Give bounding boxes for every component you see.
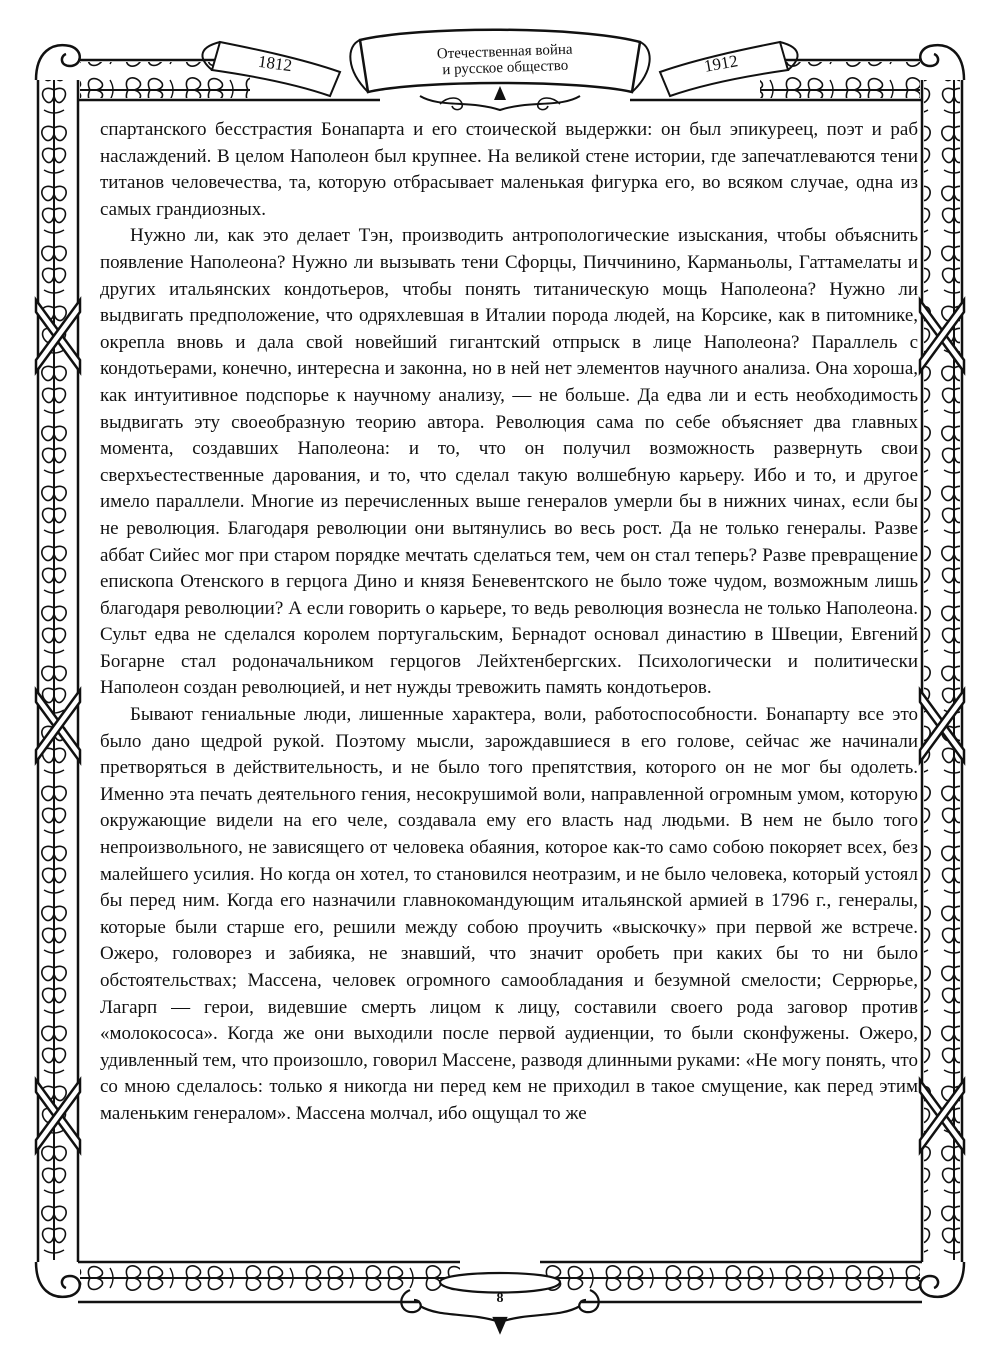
year-right: 1912 (702, 51, 740, 76)
page-number: 8 (496, 1291, 504, 1306)
paragraph-1: спартанского бесстрастия Бонапарта и его стоической выдержки: он был эпикуреец, поэт и раб наслаждений. В целом Наполеон был крупнее. На великой стене истории, где запечатлеваются тени титанов человечества, та, которую отбрасывает маленькая фигурка его, во всяком случае, одна из самых грандиозных. (100, 119, 918, 220)
paragraph-3: Бывают гениальные люди, лишенные характера, воли, работоспособности. Бонапарту все это было дано щедрой рукой. Поэтому мысли, зарождавшиеся в его голове, сейчас же начинали претворяться в действительность, и не было того препятствия, которого он не мог бы одолеть. Именно эта печать деятельного гения, несокрушимой воли, направленной огромным умом, которую окружающие видели на его челе, создавала ему его власть над людьми. В нем не было того непроизвольного, не зависящего от человека обаяния, которое как-то само собою покоряет всех, без малейшего усилия. Но когда он хотел, то становился неотразим, и не было человека, который устоял бы перед ним. Когда его назначили главнокомандующим итальянской армией в 1796 г., генералы, которые были старше его, решили между собою проучить «выскочку» при первой же встрече. Ожеро, головорез и забияка, не знавший, что значит оробеть при каких бы то ни было обстоятельствах; Массена, человек огромного самообладания и безумной смелости; Серрюрье, Лагарп — герои, видевшие смерть лицом к лицу, составили своего рода заговор против «молокососа». Когда же они выходили после первой аудиенции, то были сконфужены. Ожеро, удивленный тем, что произошло, говорил Массене, разводя длинными руками: «Не могу понять, что со мною сделалось: только я никогда ни перед кем не приходил в такое смущение, как перед этим маленьким генералом». Массена молчал, ибо ощущал то же (100, 704, 918, 1124)
banner-line-2: и русское общество (442, 57, 569, 79)
year-left: 1812 (256, 51, 294, 76)
page-body-text (100, 117, 918, 1128)
paragraph-2: Нужно ли, как это делает Тэн, производить антропологические изыскания, чтобы объяснить появление Наполеона? Нужно ли вызывать тени Сфорцы, Пиччинино, Карманьолы, Гаттамелаты и других итальянских кондотьеров, чтобы понять титаническую мощь Наполеона? Нужно ли выдвигать предположение, что одряхлевшая в Италии порода людей, на Корсике, как в питомнике, окрепла вновь и дала свой новейший гигантский отпрыск в лице Наполеона? Параллель с кондотьерами, конечно, интересна и законна, но в ней нет элементов научного анализа. Она хороша, как интуитивное подспорье к научному анализу, — не больше. Да едва ли и есть необходимость выдвигать эту своеобразную теорию автора. Революция сама по себе объясняет два главных момента, создавших Наполеона: и то, что он получил возможность развернуть свои сверхъестественные дарования, и то, что сделал такую волшебную карьеру. Ибо и то, и другое имело параллели. Многие из перечисленных выше генералов умерли бы в нижних чинах, если бы не революция. Благодаря революции они вытянулись во весь рост. Да не только генералы. Разве аббат Сийес мог при старом порядке мечтать сделаться тем, чем он стал теперь? Разве превращение епископа Отенского в герцога Дино и князя Беневентского не было тоже чудом, возможным лишь благодаря революции? А если говорить о карьере, то ведь революция вознесла не только Наполеона. Сульт едва не сделался королем португальским, Бернадот основал династию в Швеции, Евгений Богарне стал родоначальником герцогов Лейхтенбергских. Психологически и политически Наполеон создан революцией, и нет нужды тревожить память кондотьеров. (100, 225, 918, 699)
banner-line-1: Отечественная война (436, 41, 573, 63)
